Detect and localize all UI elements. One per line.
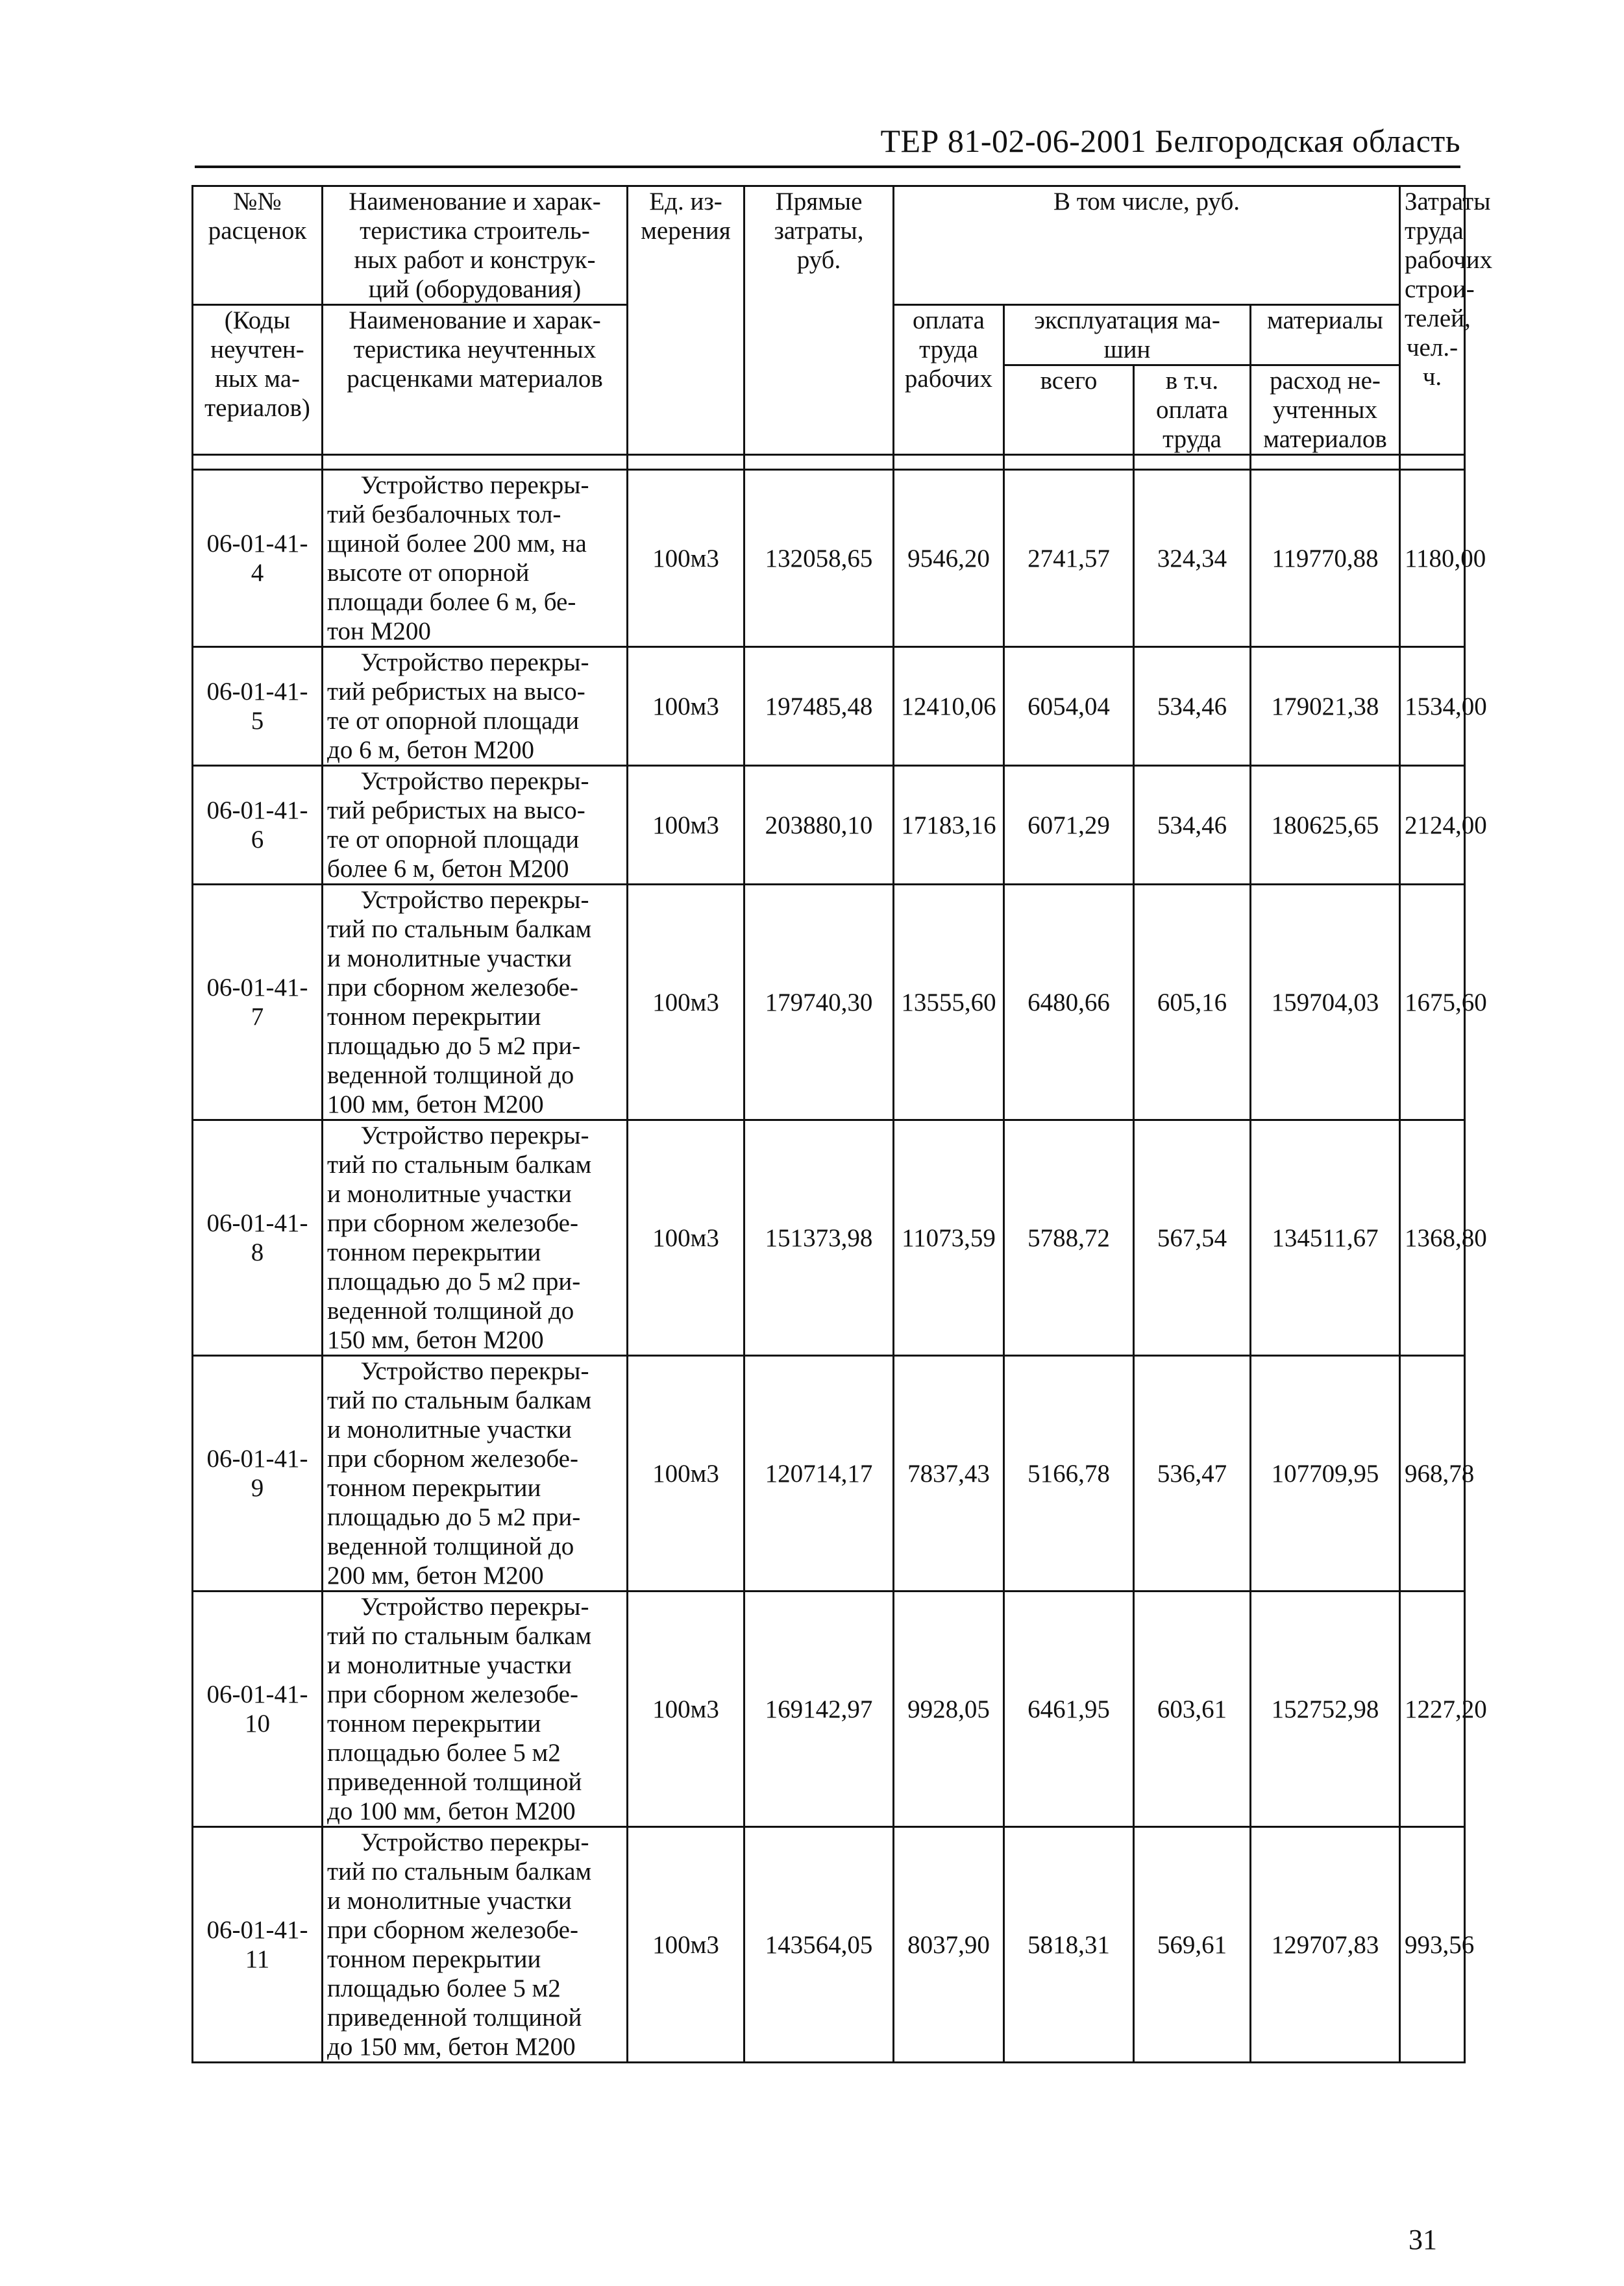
header-code: №№ расценок [193,186,323,305]
header-wages: оплата труда рабочих [894,305,1004,455]
machines-total-cell: 6480,66 [1004,885,1134,1120]
labor-cell: 1180,00 [1400,470,1465,647]
machines-total-cell: 5788,72 [1004,1120,1134,1356]
header-machines-wages: в т.ч. оплата труда [1134,365,1251,455]
direct-costs-cell: 143564,05 [744,1827,894,2063]
direct-costs-cell: 169142,97 [744,1592,894,1827]
machines-wages-cell: 567,54 [1134,1120,1251,1356]
unit-cell: 100м3 [628,1827,744,2063]
wages-cell: 9546,20 [894,470,1004,647]
wages-cell: 7837,43 [894,1356,1004,1592]
header-materials: материалы [1251,305,1400,365]
unit-cell: 100м3 [628,885,744,1120]
wages-cell: 17183,16 [894,766,1004,885]
rate-code: 06-01-41- 10 [193,1592,323,1827]
header-name-unaccounted: Наименование и харак- теристика неучтенных расценками материалов [323,305,628,455]
table-row [193,1827,1465,2063]
header-divider [195,166,1460,168]
work-description: Устройство перекры- тий безбалочных тол- щиной более 200 мм, на высоте от опорной площади более 6 м, бе- тон М200 [323,470,628,647]
table-row [193,885,1465,1120]
rate-code: 06-01-41- 7 [193,885,323,1120]
materials-cell: 152752,98 [1251,1592,1400,1827]
work-description: Устройство перекры- тий по стальным балкам и монолитные участки при сборном железобе- тонном перекрытии площадью до 5 м2 при- веденной толщиной до 100 мм, бетон М200 [323,885,628,1120]
materials-cell: 159704,03 [1251,885,1400,1120]
table-row [193,470,1465,647]
wages-cell: 8037,90 [894,1827,1004,2063]
rate-code: 06-01-41- 11 [193,1827,323,2063]
table-header [193,186,1493,470]
work-description: Устройство перекры- тий ребристых на высо- те от опорной площади до 6 м, бетон М200 [323,647,628,766]
machines-wages-cell: 605,16 [1134,885,1251,1120]
rate-code: 06-01-41- 5 [193,647,323,766]
unit-cell: 100м3 [628,470,744,647]
work-description: Устройство перекры- тий по стальным балкам и монолитные участки при сборном железобе- тонном перекрытии площадью до 5 м2 при- веденной толщиной до 200 мм, бетон М200 [323,1356,628,1592]
work-description: Устройство перекры- тий по стальным балкам и монолитные участки при сборном железобе- тонном перекрытии площадью более 5 м2 приведенной толщиной до 150 мм, бетон М200 [323,1827,628,2063]
rate-code: 06-01-41- 6 [193,766,323,885]
direct-costs-cell: 179740,30 [744,885,894,1120]
machines-total-cell: 6461,95 [1004,1592,1134,1827]
unit-cell: 100м3 [628,766,744,885]
machines-wages-cell: 534,46 [1134,766,1251,885]
direct-costs-cell: 120714,17 [744,1356,894,1592]
labor-cell: 1227,20 [1400,1592,1465,1827]
unit-cell: 100м3 [628,647,744,766]
header-machines: эксплуатация ма- шин [1004,305,1251,365]
labor-cell: 1368,80 [1400,1120,1465,1356]
page-number: 31 [1409,2224,1437,2255]
machines-wages-cell: 324,34 [1134,470,1251,647]
header-spacer-row [193,455,1465,470]
header-unit: Ед. из- мерения [628,186,744,455]
header-direct-costs: Прямые затраты, руб. [744,186,894,455]
machines-wages-cell: 536,47 [1134,1356,1251,1592]
work-description: Устройство перекры- тий ребристых на высо- те от опорной площади более 6 м, бетон М200 [323,766,628,885]
header-code-unaccounted: (Коды неучтен- ных ма- териалов) [193,305,323,455]
direct-costs-cell: 197485,48 [744,647,894,766]
direct-costs-cell: 203880,10 [744,766,894,885]
table-row [193,1356,1465,1592]
materials-cell: 129707,83 [1251,1827,1400,2063]
work-description: Устройство перекры- тий по стальным балкам и монолитные участки при сборном железобе- тонном перекрытии площадью более 5 м2 приведенной толщиной до 100 мм, бетон М200 [323,1592,628,1827]
header-materials-unaccounted: расход не- учтенных материалов [1251,365,1400,455]
table-row [193,766,1465,885]
table-row [193,647,1465,766]
materials-cell: 180625,65 [1251,766,1400,885]
header-name: Наименование и харак- теристика строитель- ных работ и конструк- ций (оборудования) [323,186,628,305]
wages-cell: 11073,59 [894,1120,1004,1356]
machines-wages-cell: 569,61 [1134,1827,1251,2063]
materials-cell: 107709,95 [1251,1356,1400,1592]
header-including: В том числе, руб. [894,186,1400,305]
materials-cell: 119770,88 [1251,470,1400,647]
machines-total-cell: 2741,57 [1004,470,1134,647]
header-labor: Затраты труда рабочих строи- телей, чел.-ч. [1400,186,1465,455]
unit-cell: 100м3 [628,1592,744,1827]
table-row [193,1592,1465,1827]
machines-total-cell: 5818,31 [1004,1827,1134,2063]
unit-cell: 100м3 [628,1356,744,1592]
table-row [193,1120,1465,1356]
machines-wages-cell: 603,61 [1134,1592,1251,1827]
machines-total-cell: 5166,78 [1004,1356,1134,1592]
rate-code: 06-01-41- 4 [193,470,323,647]
wages-cell: 9928,05 [894,1592,1004,1827]
table-body [193,470,1487,2063]
labor-cell: 968,78 [1400,1356,1465,1592]
labor-cell: 1534,00 [1400,647,1465,766]
direct-costs-cell: 151373,98 [744,1120,894,1356]
machines-total-cell: 6071,29 [1004,766,1134,885]
work-description: Устройство перекры- тий по стальным балкам и монолитные участки при сборном железобе- тонном перекрытии площадью до 5 м2 при- веденной толщиной до 150 мм, бетон М200 [323,1120,628,1356]
labor-cell: 2124,00 [1400,766,1465,885]
materials-cell: 179021,38 [1251,647,1400,766]
wages-cell: 13555,60 [894,885,1004,1120]
machines-wages-cell: 534,46 [1134,647,1251,766]
machines-total-cell: 6054,04 [1004,647,1134,766]
rates-table [191,185,1493,2063]
direct-costs-cell: 132058,65 [744,470,894,647]
unit-cell: 100м3 [628,1120,744,1356]
labor-cell: 1675,60 [1400,885,1465,1120]
rate-code: 06-01-41- 8 [193,1120,323,1356]
rate-code: 06-01-41- 9 [193,1356,323,1592]
document-header-title: ТЕР 81-02-06-2001 Белгородская область [880,123,1460,159]
header-machines-total: всего [1004,365,1134,455]
labor-cell: 993,56 [1400,1827,1465,2063]
wages-cell: 12410,06 [894,647,1004,766]
materials-cell: 134511,67 [1251,1120,1400,1356]
